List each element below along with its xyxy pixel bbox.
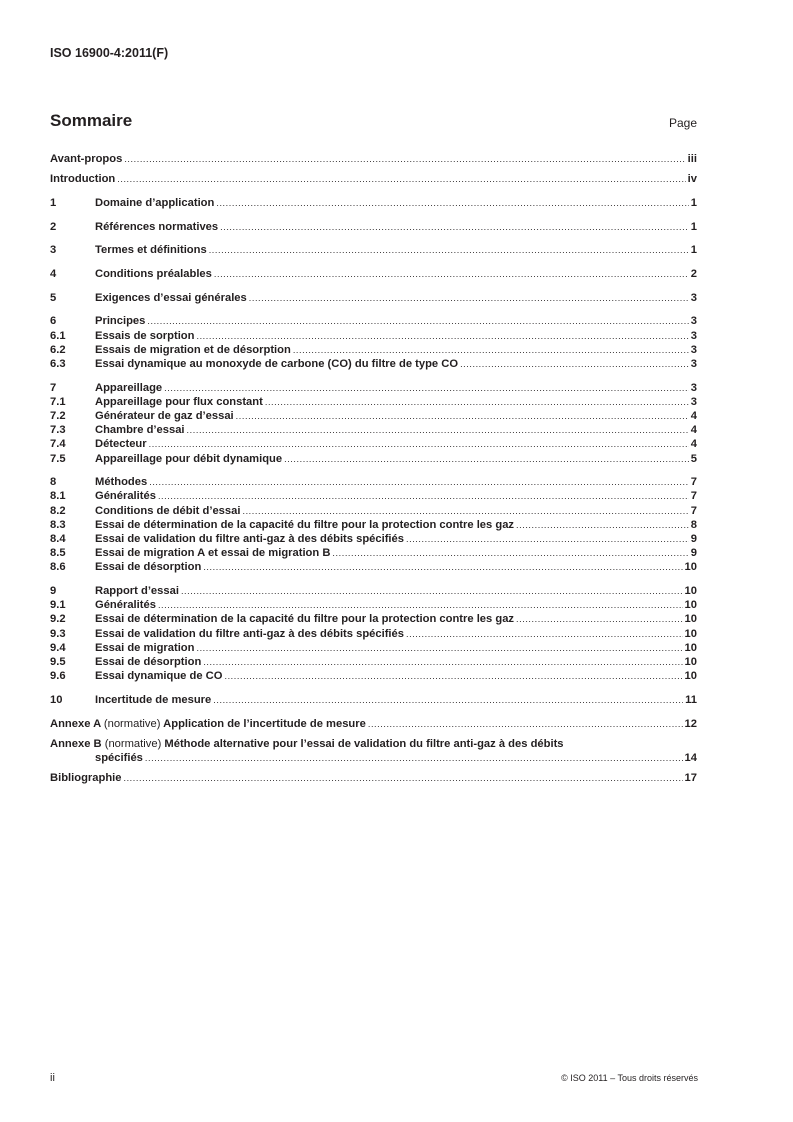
toc-entry-avant-propos[interactable]: Avant-propos ..... iii [50,152,697,166]
toc-entry-introduction[interactable]: Introduction ..... iv [50,172,697,186]
toc-entry-9-3[interactable]: 9.3 Essai de validation du filtre anti-gaz à des débits spécifiés ..... 10 [50,627,697,641]
toc-entry-5[interactable]: 5 Exigences d’essai générales ..... 3 [50,291,697,305]
toc-entry-9[interactable]: 9 Rapport d’essai ..... 10 [50,584,697,598]
toc-entry-6[interactable]: 6 Principes ..... 3 [50,314,697,328]
toc-entry-annex-b-continued[interactable]: spécifiés ..... 14 [50,751,697,765]
toc-entry-annex-a[interactable]: Annexe A (normative) Application de l’incertitude de mesure ..... 12 [50,717,697,731]
toc-entry-9-6[interactable]: 9.6 Essai dynamique de CO ..... 10 [50,669,697,683]
toc-entry-1[interactable]: 1 Domaine d’application ..... 1 [50,196,697,210]
toc-entry-7[interactable]: 7 Appareillage ..... 3 [50,381,697,395]
toc-entry-9-5[interactable]: 9.5 Essai de désorption ..... 10 [50,655,697,669]
document-id-header: ISO 16900-4:2011(F) [50,46,169,60]
page-title: Sommaire [50,111,133,130]
toc-entry-8-6[interactable]: 8.6 Essai de désorption ..... 10 [50,560,697,574]
toc-entry-8-1[interactable]: 8.1 Généralités ..... 7 [50,489,697,503]
toc-entry-6-1[interactable]: 6.1 Essais de sorption ..... 3 [50,329,697,343]
toc-entry-7-3[interactable]: 7.3 Chambre d’essai ..... 4 [50,423,697,437]
toc-entry-7-1[interactable]: 7.1 Appareillage pour flux constant ..... 3 [50,395,697,409]
toc-entry-4[interactable]: 4 Conditions préalables ..... 2 [50,267,697,281]
page-number: ii [50,1072,55,1084]
toc-entry-9-1[interactable]: 9.1 Généralités ..... 10 [50,598,697,612]
toc-entry-bibliographie[interactable]: Bibliographie ..... 17 [50,771,697,785]
toc-entry-8-5[interactable]: 8.5 Essai de migration A et essai de migration B ..... 9 [50,546,697,560]
toc-entry-10[interactable]: 10 Incertitude de mesure ..... 11 [50,693,697,707]
toc-entry-8-4[interactable]: 8.4 Essai de validation du filtre anti-gaz à des débits spécifiés ..... 9 [50,532,697,546]
toc-entry-7-4[interactable]: 7.4 Détecteur ..... 4 [50,437,697,451]
toc-entry-7-2[interactable]: 7.2 Générateur de gaz d’essai ..... 4 [50,409,697,423]
copyright-notice: © ISO 2011 – Tous droits réservés [561,1073,698,1083]
toc-entry-7-5[interactable]: 7.5 Appareillage pour débit dynamique ..... 5 [50,452,697,466]
toc-entry-8-3[interactable]: 8.3 Essai de détermination de la capacité du filtre pour la protection contre les gaz ..... 8 [50,518,697,532]
toc-entry-annex-b[interactable]: Annexe B (normative) Méthode alternative pour l’essai de validation du filtre anti-gaz à des débits [50,737,564,750]
toc-entry-8-2[interactable]: 8.2 Conditions de débit d’essai ..... 7 [50,504,697,518]
table-of-contents [50,152,697,785]
toc-entry-9-4[interactable]: 9.4 Essai de migration ..... 10 [50,641,697,655]
toc-entry-3[interactable]: 3 Termes et définitions ..... 1 [50,243,697,257]
page-column-label: Page [668,116,697,130]
toc-entry-8[interactable]: 8 Méthodes ..... 7 [50,475,697,489]
toc-entry-6-2[interactable]: 6.2 Essais de migration et de désorption ..... 3 [50,343,697,357]
toc-entry-2[interactable]: 2 Références normatives ..... 1 [50,220,697,234]
toc-entry-6-3[interactable]: 6.3 Essai dynamique au monoxyde de carbone (CO) du filtre de type CO ..... 3 [50,357,697,371]
toc-entry-9-2[interactable]: 9.2 Essai de détermination de la capacité du filtre pour la protection contre les gaz ..... 10 [50,612,697,626]
